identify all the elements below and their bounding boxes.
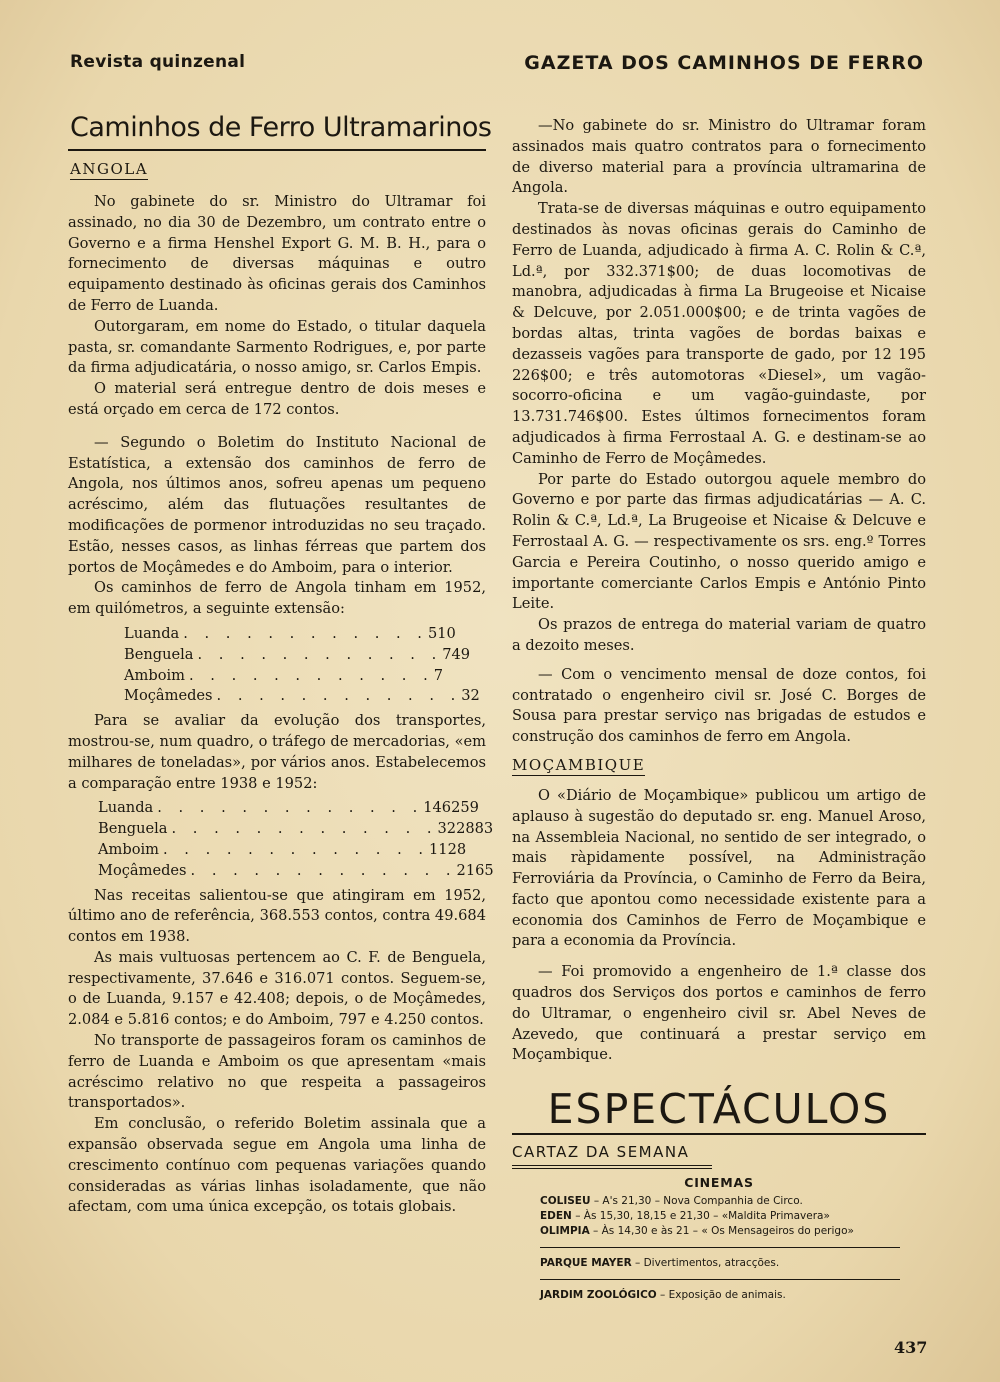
right-paragraphs-1: [512, 116, 926, 657]
traffic-1952: 883: [465, 820, 494, 838]
venue-name: EDEN: [540, 1210, 572, 1223]
traffic-1938: 322: [437, 820, 466, 838]
venue-name: PARQUE MAYER: [540, 1257, 632, 1270]
paragraph: — Foi promovido a engenheiro de 1.ª classe dos quadros dos Serviços dos portos e caminhos de ferro do Ultramar, o engenheiro civil sr. Abel Neves de Azevedo, que continuará a prestar serviço em Moçambique.: [512, 963, 926, 1064]
paragraph: —No gabinete do sr. Ministro do Ultramar foram assinados mais quatro contratos para o fornecimento de diverso material para a província ultramarina de Angola.: [512, 117, 926, 197]
left-column: [68, 112, 494, 1218]
venue-name: OLIMPIA: [540, 1225, 590, 1238]
paragraph: Em conclusão, o referido Boletim assinala que a expansão observada segue em Angola uma linha de crescimento contínuo com pequenas variações quando consideradas as várias linhas isoladamente, que não afectam, com uma única excepção, os totais globais.: [68, 1115, 486, 1216]
paragraph: No gabinete do sr. Ministro do Ultramar foi assinado, no dia 30 de Dezembro, um contrato entre o Governo e a firma Henshel Export G. M. B. H., para o fornecimento de diversas máquinas e outro equipamento destinado às oficinas gerais dos Caminhos de Ferro de Luanda.: [68, 193, 486, 314]
line-name: Amboim: [124, 666, 186, 684]
traffic-1938: 146: [423, 799, 452, 817]
line-name: Luanda: [124, 624, 180, 642]
line-name: Benguela: [98, 820, 168, 838]
article-title: Caminhos de Ferro Ultramarinos: [68, 112, 486, 151]
line-name: Moçâmedes: [98, 861, 187, 879]
table-row: Amboim . . . . . . . . . . . . . 11 28: [98, 840, 458, 861]
left-paragraphs-3: [68, 711, 486, 794]
paragraph: Outorgaram, em nome do Estado, o titular daquela pasta, sr. comandante Sarmento Rodrigues, e, por parte da firma adjudicatária, o nosso amigo, sr. Carlos Empis.: [68, 317, 486, 377]
double-rule: [512, 1165, 712, 1169]
paragraph: — Com o vencimento mensal de doze contos, foi contratado o engenheiro civil sr. José C. Borges de Sousa para prestar serviço nas brigadas de estudos e construção dos caminhos de ferro em Angola.: [512, 665, 926, 746]
left-paragraphs-2: [68, 433, 486, 620]
listing-eden: [512, 1209, 926, 1224]
line-km: 32: [461, 687, 480, 705]
table-row: Luanda . . . . . . . . . . . . . 146 259: [98, 798, 458, 819]
right-paragraphs-4: [512, 962, 926, 1066]
listing-text: – Divertimentos, atracções.: [631, 1257, 780, 1270]
listing-coliseu: [512, 1194, 926, 1209]
right-paragraphs-3: [512, 786, 926, 952]
spectaculos-box: [512, 1085, 926, 1303]
paragraph: — Segundo o Boletim do Instituto Nacional de Estatística, a extensão dos caminhos de ferro de Angola, nos últimos anos, sofreu apenas um pequeno acréscimo, além das flutuações resultantes de modificações de pormenor introduzidas no seu traçado. Estão, nesses casos, as linhas férreas que partem dos portos de Moçâmedes e do Amboim, para o interior.: [68, 433, 486, 576]
listing-text: – Exposição de animais.: [656, 1289, 786, 1302]
paragraph: Os prazos de entrega do material variam de quatro a dezoito meses.: [512, 616, 926, 654]
venue-name: COLISEU: [540, 1195, 591, 1208]
traffic-1938: 11: [429, 840, 448, 858]
section-head-mocambique: MOÇAMBIQUE: [512, 755, 646, 774]
listing-parque-mayer: [512, 1256, 926, 1271]
line-name: Benguela: [124, 645, 194, 663]
paragraph: Nas receitas salientou-se que atingiram em 1952, último ano de referência, 368.553 contos, contra 49.684 contos em 1938.: [68, 886, 486, 946]
paragraph: As mais vultuosas pertencem ao C. F. de Benguela, respectivamente, 37.646 e 316.071 contos. Seguem-se, o de Luanda, 9.157 e 42.408; depois, o de Moçâmedes, 2.084 e 5.816 contos; e do Amboim, 797 e 4.250 contos.: [68, 948, 486, 1029]
listing-text: – A's 21,30 – Nova Companhia de Circo.: [590, 1195, 803, 1208]
table-row: Moçâmedes . . . . . . . . . . . . . 21 65: [98, 861, 458, 882]
paragraph: Trata-se de diversas máquinas e outro equipamento destinados às novas oficinas gerais do Caminho de Ferro de Luanda, adjudicado à firma A. C. Rolin & C.ª, Ld.ª, por 332.371$00; de duas locomotivas de manobra, adjudicadas à firma La Brugeoise et Nicaise & Delcuve, por 2.051.000$00; e de trinta vagões de bordas altas, trinta vagões de bordas baixas e dezasseis vagões para transporte de gado, por 12 195 226$00; e três automotoras «Diesel», um vagão-socorro-oficina e um vagão-guindaste, por 13.731.746$00. Estes últimos fornecimentos foram adjudicados à firma Ferrostaal A. G. e destinam-se ao Caminho de Ferro de Moçâmedes.: [512, 200, 926, 467]
line-name: Moçâmedes: [124, 687, 213, 705]
line-name: Amboim: [98, 840, 160, 858]
journal-frequency: Revista quinzenal: [70, 52, 246, 72]
paragraph: O «Diário de Moçambique» publicou um artigo de aplauso à sugestão do deputado sr. eng. Manuel Aroso, na Assembleia Nacional, no sentido de ser integrado, o mais ràpidamente possível, na Administração Ferroviária da Província, o Caminho de Ferro da Beira, facto que apontou como necessidade existente para a economia dos Caminhos de Ferro de Moçambique e para a economia da Província.: [512, 786, 926, 950]
line-km: 749: [442, 645, 471, 663]
right-paragraphs-2: [512, 665, 926, 748]
paragraph: Por parte do Estado outorgou aquele membro do Governo e por parte das firmas adjudicatárias — A. C. Rolin & C.ª, Ld.ª, La Brugeoise et Nicaise & Delcuve e Ferrostaal A. G. — respectivamente os srs. eng.º Torres Garcia e Pereira Coutinho, o nosso querido amigo e importante comerciante Carlos Empis e António Pinto Leite.: [512, 470, 926, 613]
traffic-1952: 65: [475, 861, 494, 879]
spectaculos-title: ESPECTÁCULOS: [512, 1088, 926, 1135]
traffic-table: [68, 798, 494, 881]
divider: [540, 1279, 900, 1280]
listing-olimpia: [512, 1224, 926, 1239]
traffic-1952: 259: [451, 799, 479, 817]
right-column: [512, 116, 926, 1303]
venue-name: JARDIM ZOOLÓGICO: [540, 1289, 657, 1302]
listing-text: – Às 15,30, 18,15 e 21,30 – «Maldita Primavera»: [571, 1210, 830, 1223]
line-km: 7: [433, 666, 444, 684]
paragraph: Os caminhos de ferro de Angola tinham em 1952, em quilómetros, a seguinte extensão:: [68, 579, 486, 618]
listing-text: – Às 14,30 e às 21 – « Os Mensageiros do perigo»: [589, 1225, 854, 1238]
left-paragraphs-1: [68, 192, 486, 421]
table-row: Benguela . . . . . . . . . . . . . 322 883: [98, 819, 458, 840]
divider: [540, 1247, 900, 1248]
traffic-1952: 28: [447, 840, 467, 858]
table-row: Luanda . . . . . . . . . . . . 510: [124, 624, 414, 645]
paragraph: O material será entregue dentro de dois meses e está orçado em cerca de 172 contos.: [68, 380, 486, 418]
table-row: Amboim . . . . . . . . . . . . 7: [124, 666, 414, 687]
page-number: 437: [894, 1338, 928, 1357]
journal-title: GAZETA DOS CAMINHOS DE FERRO: [524, 52, 924, 74]
paragraph: No transporte de passageiros foram os caminhos de ferro de Luanda e Amboim os que apresentam «mais acréscimo relativo no que respeita a passageiros transportados».: [68, 1032, 486, 1112]
extension-table: [68, 624, 480, 707]
table-row: Benguela . . . . . . . . . . . . 749: [124, 645, 414, 666]
section-head-angola: ANGOLA: [70, 160, 149, 178]
cinemas-heading: CINEMAS: [684, 1175, 754, 1191]
table-row: Moçâmedes . . . . . . . . . . . . 32: [124, 686, 414, 707]
line-name: Luanda: [98, 799, 154, 817]
listing-jardim-zoologico: [512, 1288, 926, 1303]
cartaz-subtitle: CARTAZ DA SEMANA: [512, 1143, 690, 1162]
line-km: 510: [427, 624, 456, 642]
left-paragraphs-4: [68, 886, 486, 1219]
paragraph: Para se avaliar da evolução dos transportes, mostrou-se, num quadro, o tráfego de mercadorias, «em milhares de toneladas», por vários anos. Estabelecemos a comparação entre 1938 e 1952:: [68, 712, 486, 792]
traffic-1938: 21: [456, 861, 476, 879]
